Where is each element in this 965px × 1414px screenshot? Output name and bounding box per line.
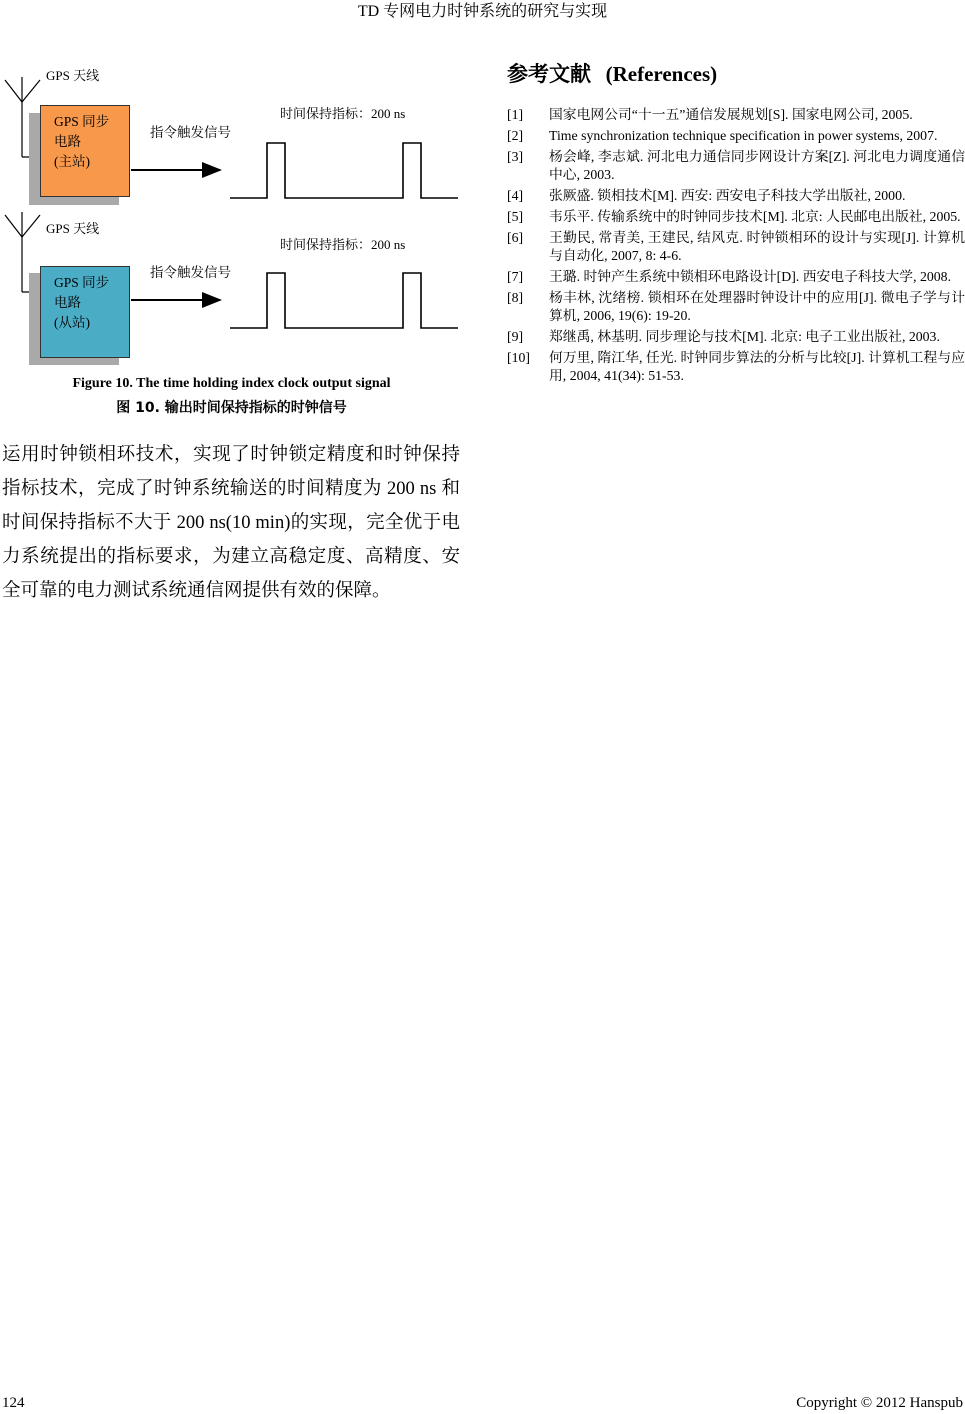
reference-number: [9] [507, 329, 524, 344]
reference-text: 国家电网公司“十一五”通信发展规划[S]. 国家电网公司, 2005. [549, 107, 913, 122]
reference-item [507, 349, 965, 385]
pulse-train-bottom [230, 273, 458, 328]
slave-box-line3: (从站) [54, 315, 90, 330]
reference-number: [1] [507, 107, 524, 122]
body-paragraph: 运用时钟锁相环技术，实现了时钟锁定精度和时钟保持指标技术，完成了时钟系统输送的时间精度为 200 ns 和时间保持指标不大于 200 ns(10 min)的实现，完全优于电力系统提出的指标要求，为建立高稳定度、高精度、安全可靠的电力测试系统通信网提供有效的保障。 [2, 445, 460, 601]
reference-text: 王璐. 时钟产生系统中锁相环电路设计[D]. 西安电子科技大学, 2008. [549, 269, 952, 284]
references-heading-cn: 参考文献 [507, 62, 591, 86]
reference-number: [7] [507, 269, 524, 284]
reference-item [507, 229, 965, 265]
reference-item [507, 106, 965, 124]
reference-item [507, 328, 965, 346]
reference-text: 何万里, 隋江华, 任光. 时钟同步算法的分析与比较[J]. 计算机工程与应用, 2004, 41(34): 51-53. [549, 350, 965, 383]
gps-master-box [40, 105, 130, 197]
figure-10 [0, 55, 470, 365]
reference-number: [5] [507, 209, 524, 224]
references-heading-en: (References) [605, 62, 718, 86]
reference-number: [6] [507, 230, 524, 245]
master-box-line3: (主站) [54, 154, 90, 169]
reference-item [507, 187, 965, 205]
reference-item [507, 268, 965, 286]
reference-number: [8] [507, 290, 524, 305]
reference-item [507, 148, 965, 184]
antenna-label-bottom: GPS 天线 [46, 221, 100, 236]
reference-item [507, 127, 965, 145]
reference-item [507, 289, 965, 325]
references-heading [507, 58, 717, 88]
reference-text: 郑继禹, 林基明. 同步理论与技术[M]. 北京: 电子工业出版社, 2003. [549, 329, 940, 344]
reference-number: [4] [507, 188, 524, 203]
trigger-label-top: 指令触发信号 [150, 125, 231, 140]
trigger-label-bottom: 指令触发信号 [150, 265, 231, 280]
master-box-line1: GPS 同步 [54, 114, 110, 129]
reference-number: [2] [507, 128, 524, 143]
gps-slave-box [40, 266, 130, 358]
antenna-label-top: GPS 天线 [46, 68, 100, 83]
pulse-train-top [230, 143, 458, 198]
reference-text: 杨丰林, 沈绪榜. 锁相环在处理器时钟设计中的应用[J]. 微电子学与计算机, 2006, 19(6): 19-20. [549, 290, 965, 323]
reference-text: 韦乐平. 传输系统中的时钟同步技术[M]. 北京: 人民邮电出版社, 2005. [549, 209, 961, 224]
reference-text: 杨会峰, 李志斌. 河北电力通信同步网设计方案[Z]. 河北电力调度通信中心, 2003. [549, 149, 965, 182]
page-number: 124 [2, 1395, 25, 1411]
copyright-notice: Copyright © 2012 Hanspub [796, 1395, 963, 1411]
reference-item [507, 208, 965, 226]
reference-number: [3] [507, 149, 524, 164]
holding-label-bottom: 时间保持指标：200 ns [280, 237, 406, 252]
holding-label-top: 时间保持指标：200 ns [280, 106, 406, 121]
slave-box-line1: GPS 同步 [54, 275, 110, 290]
reference-list [507, 106, 965, 388]
reference-text: Time synchronization technique specification in power systems, 2007. [549, 128, 938, 143]
reference-number: [10] [507, 350, 530, 365]
reference-text: 王勤民, 常青美, 王建民, 结风克. 时钟锁相环的设计与实现[J]. 计算机与自动化, 2007, 8: 4-6. [549, 230, 965, 263]
slave-box-line2: 电路 [54, 295, 81, 310]
running-header: TD 专网电力时钟系统的研究与实现 [357, 3, 608, 20]
figure-caption-cn: 图 10. 输出时间保持指标的时钟信号 [116, 400, 347, 416]
master-box-line2: 电路 [54, 134, 81, 149]
reference-text: 张厥盛. 锁相技术[M]. 西安: 西安电子科技大学出版社, 2000. [549, 188, 906, 203]
figure-caption-en: Figure 10. The time holding index clock output signal [72, 376, 391, 391]
